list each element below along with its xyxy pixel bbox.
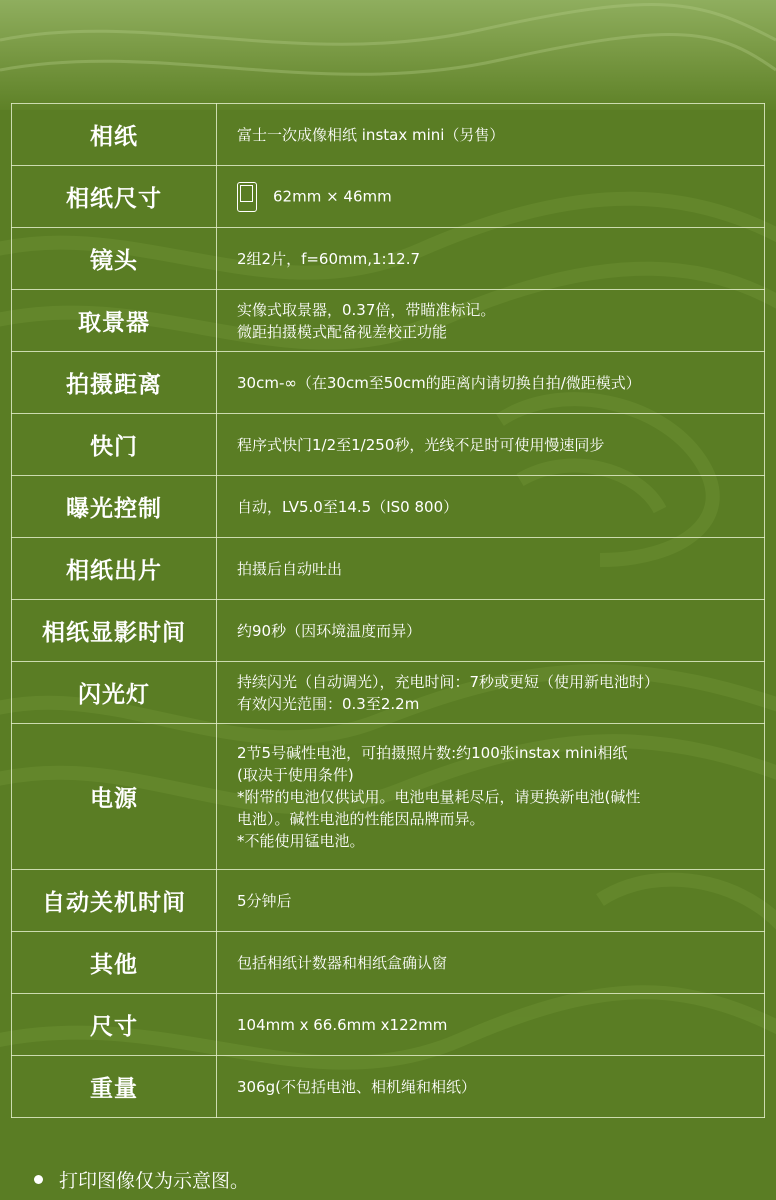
spec-value-line: *附带的电池仅供试用。电池电量耗尽后，请更换新电池(碱性 <box>237 787 641 806</box>
spec-key: 镜头 <box>12 228 217 290</box>
spec-value <box>217 414 765 476</box>
spec-value-line: *不能使用锰电池。 <box>237 831 365 850</box>
spec-key: 电源 <box>12 724 217 870</box>
spec-value-line: 30cm-∞（在30cm至50cm的距离内请切换自拍/微距模式） <box>237 373 641 392</box>
spec-value-line: 2节5号碱性电池，可拍摄照片数:约100张instax mini相纸 <box>237 743 628 762</box>
spec-value <box>217 1056 765 1118</box>
spec-key: 其他 <box>12 932 217 994</box>
bullet-icon <box>34 1175 43 1184</box>
spec-value-line: 实像式取景器，0.37倍，带瞄准标记。 <box>237 300 496 319</box>
spec-row <box>12 228 765 290</box>
spec-row <box>12 476 765 538</box>
instax-paper-icon <box>237 182 257 212</box>
spec-value <box>217 352 765 414</box>
spec-table <box>11 103 765 1118</box>
spec-row <box>12 724 765 870</box>
spec-key: 相纸 <box>12 104 217 166</box>
spec-row <box>12 538 765 600</box>
spec-value <box>217 662 765 724</box>
spec-value-line: 富士一次成像相纸 instax mini（另售） <box>237 125 505 144</box>
spec-value <box>217 228 765 290</box>
spec-key: 尺寸 <box>12 994 217 1056</box>
spec-row <box>12 662 765 724</box>
spec-value-line: 电池）。碱性电池的性能因品牌而异。 <box>237 809 485 828</box>
spec-value-line: 62mm × 46mm <box>273 187 392 205</box>
spec-row <box>12 994 765 1056</box>
spec-value <box>217 538 765 600</box>
spec-value <box>217 724 765 870</box>
spec-row <box>12 414 765 476</box>
footnote <box>34 1166 249 1193</box>
spec-value <box>217 290 765 352</box>
spec-value-line: 自动，LV5.0至14.5（IS0 800） <box>237 497 459 516</box>
spec-key: 相纸出片 <box>12 538 217 600</box>
spec-row <box>12 352 765 414</box>
spec-value <box>217 870 765 932</box>
spec-value <box>217 104 765 166</box>
spec-value <box>217 994 765 1056</box>
spec-row <box>12 870 765 932</box>
spec-value-line: 104mm x 66.6mm x122mm <box>237 1015 448 1034</box>
spec-row <box>12 600 765 662</box>
spec-value-line: 程序式快门1/2至1/250秒，光线不足时可使用慢速同步 <box>237 435 605 454</box>
spec-value <box>217 166 765 228</box>
spec-key: 闪光灯 <box>12 662 217 724</box>
spec-value-line: 约90秒（因环境温度而异） <box>237 621 422 640</box>
spec-row <box>12 1056 765 1118</box>
spec-key: 曝光控制 <box>12 476 217 538</box>
spec-row <box>12 932 765 994</box>
spec-value <box>217 476 765 538</box>
spec-value-line: 5分钟后 <box>237 891 292 910</box>
spec-key: 相纸显影时间 <box>12 600 217 662</box>
spec-value <box>217 600 765 662</box>
spec-row <box>12 104 765 166</box>
spec-row <box>12 290 765 352</box>
spec-key: 相纸尺寸 <box>12 166 217 228</box>
spec-key: 重量 <box>12 1056 217 1118</box>
spec-value-line: (取决于使用条件) <box>237 765 354 784</box>
spec-value-line: 包括相纸计数器和相纸盒确认窗 <box>237 953 448 972</box>
spec-value-line: 持续闪光（自动调光），充电时间：7秒或更短（使用新电池时） <box>237 672 660 691</box>
spec-value-line: 2组2片，f=60mm,1:12.7 <box>237 249 421 268</box>
spec-value <box>217 932 765 994</box>
spec-row <box>12 166 765 228</box>
spec-value-line: 拍摄后自动吐出 <box>237 559 343 578</box>
footnote-text: 打印图像仅为示意图。 <box>59 1170 250 1192</box>
spec-key: 拍摄距离 <box>12 352 217 414</box>
spec-value-line: 306g(不包括电池、相机绳和相纸） <box>237 1077 477 1096</box>
spec-key: 自动关机时间 <box>12 870 217 932</box>
spec-value-line: 微距拍摄模式配备视差校正功能 <box>237 322 448 341</box>
spec-value-line: 有效闪光范围：0.3至2.2m <box>237 694 420 713</box>
spec-key: 快门 <box>12 414 217 476</box>
spec-key: 取景器 <box>12 290 217 352</box>
